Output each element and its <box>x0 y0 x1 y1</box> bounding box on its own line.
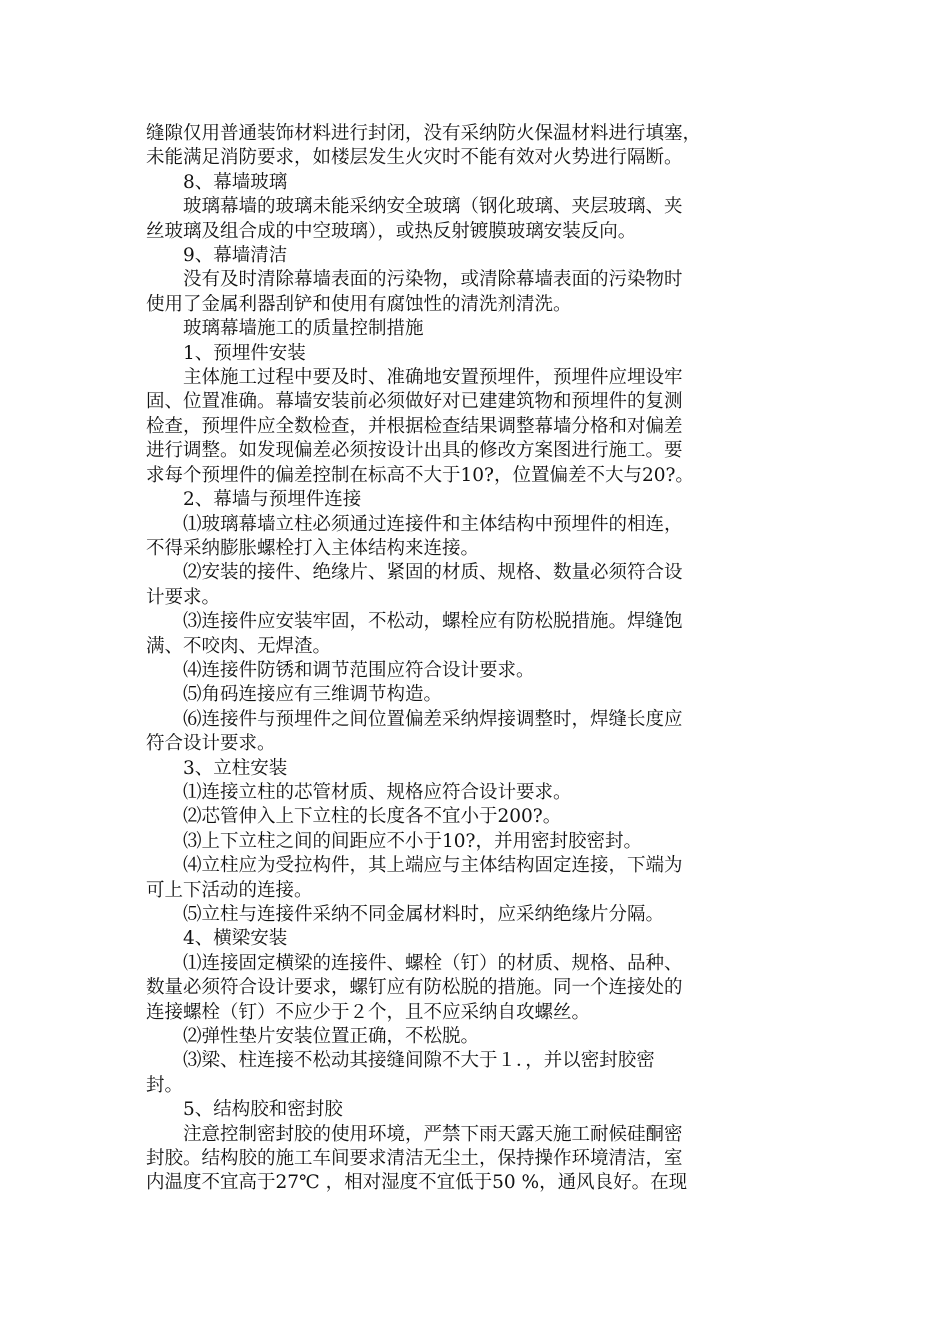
text-line: ⑶梁、柱连接不松动其接缝间隙不大于１．，并以密封胶密 <box>183 1050 655 1072</box>
text-line: 2、幕墙与预埋件连接 <box>183 489 362 511</box>
text-line: ⑷连接件防锈和调节范围应符合设计要求。 <box>183 659 535 681</box>
text-line: 不得采纳膨胀螺栓打入主体结构来连接。 <box>146 537 480 559</box>
text-line: ⑷立柱应为受拉构件，其上端应与主体结构固定连接，下端为 <box>183 855 683 877</box>
text-line: 未能满足消防要求，如楼层发生火灾时不能有效对火势进行隔断。 <box>146 147 683 169</box>
text-line: ⑴玻璃幕墙立柱必须通过连接件和主体结构中预埋件的相连， <box>183 513 683 535</box>
text-line: 可上下活动的连接。 <box>146 879 313 901</box>
text-line: 注意控制密封胶的使用环境，严禁下雨天露天施工耐候硅酮密 <box>183 1123 683 1145</box>
text-line: 丝玻璃及组合成的中空玻璃），或热反射镀膜玻璃安装反向。 <box>146 220 637 242</box>
text-line: 固、位置准确。幕墙安装前必须做好对已建建筑物和预埋件的复测 <box>146 391 683 413</box>
text-line: 缝隙仅用普通装饰材料进行封闭，没有采纳防火保温材料进行填塞， <box>146 123 702 144</box>
text-line: 数量必须符合设计要求，螺钉应有防松脱的措施。同一个连接处的 <box>146 977 683 999</box>
text-line: 玻璃幕墙施工的质量控制措施 <box>183 318 424 340</box>
text-line: ⑴连接固定横梁的连接件、螺栓（钉）的材质、规格、品种、 <box>183 952 683 974</box>
text-line: 主体施工过程中要及时、准确地安置预埋件，预埋件应埋设牢 <box>183 367 683 389</box>
text-line: 封胶。结构胶的施工车间要求清洁无尘土，保持操作环境清洁，室 <box>146 1148 683 1170</box>
text-line: ⑶上下立柱之间的间距应不小于10?，并用密封胶密封。 <box>183 830 642 852</box>
text-line: ⑴连接立柱的芯管材质、规格应符合设计要求。 <box>183 781 572 803</box>
text-line: 没有及时清除幕墙表面的污染物，或清除幕墙表面的污染物时 <box>183 269 683 291</box>
text-line: 计要求。 <box>146 586 221 608</box>
text-line: ⑵弹性垫片安装位置正确，不松脱。 <box>183 1026 480 1048</box>
text-line: 使用了金属利器刮铲和使用有腐蚀性的清洗剂清洗。 <box>146 293 572 315</box>
text-line: 检查，预埋件应全数检查，并根据检查结果调整幕墙分格和对偏差 <box>146 415 683 437</box>
text-line: 连接螺栓（钉）不应少于２个，且不应采纳自攻螺丝。 <box>146 1001 591 1023</box>
text-line: 求每个预埋件的偏差控制在标高不大于10?，位置偏差不大与20?。 <box>146 464 694 486</box>
text-line: ⑸立柱与连接件采纳不同金属材料时，应采纳绝缘片分隔。 <box>183 904 665 925</box>
text-line: 内温度不宜高于27℃ ，相对湿度不宜低于50 %，通风良好。在现 <box>146 1172 688 1194</box>
text-line: ⑹连接件与预埋件之间位置偏差采纳焊接调整时，焊缝长度应 <box>183 708 683 730</box>
text-line: 4、横梁安装 <box>183 928 288 950</box>
text-line: ⑶连接件应安装牢固，不松动，螺栓应有防松脱措施。焊缝饱 <box>183 611 683 633</box>
text-line: 5、结构胶和密封胶 <box>183 1099 343 1121</box>
text-line: 满、不咬肉、无焊渣。 <box>146 635 332 657</box>
text-line: 1、预埋件安装 <box>183 342 306 364</box>
document-body <box>146 122 806 1196</box>
text-line: ⑵安装的接件、绝缘片、紧固的材质、规格、数量必须符合设 <box>183 562 683 584</box>
text-line: 进行调整。如发现偏差必须按设计出具的修改方案图进行施工。要 <box>146 440 683 462</box>
text-line: ⑵芯管伸入上下立柱的长度各不宜小于200?。 <box>183 806 562 828</box>
text-line: 3、立柱安装 <box>183 757 288 779</box>
text-line: 9、幕墙清洁 <box>183 245 288 267</box>
text-line: 符合设计要求。 <box>146 733 276 755</box>
text-line: ⑸角码连接应有三维调节构造。 <box>183 684 443 706</box>
text-line: 玻璃幕墙的玻璃未能采纳安全玻璃（钢化玻璃、夹层玻璃、夹 <box>183 196 683 218</box>
text-line: 8、幕墙玻璃 <box>183 171 288 193</box>
text-line: 封。 <box>146 1074 184 1096</box>
